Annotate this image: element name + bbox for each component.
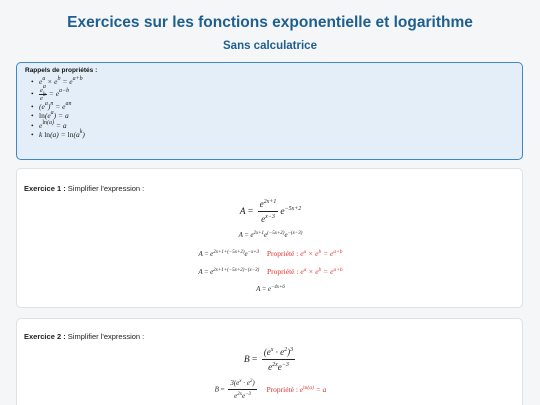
rappel-produit: • $e^a \times e^b = e^{a+b}$ xyxy=(31,77,514,87)
exercice-1-label: Exercice 1 : xyxy=(24,184,66,193)
exercice-2-card xyxy=(16,318,523,405)
exercice-2-label: Exercice 2 : xyxy=(24,332,66,341)
exercice-1-enonce: A = $\frac{e^{2x+1}}{e^{x-3}}$ $e^{-5x+2}$ xyxy=(239,199,302,224)
rappel-k-ln: • k $\ln(a) = \ln(a^k)$ xyxy=(31,130,514,140)
exercice-2-propriete-1: Propriété : $e^{ln(a)} = a$ xyxy=(266,384,327,394)
rappel-ln-exp: • $\ln(e^a) = a$ xyxy=(31,111,514,121)
page-subtitle: Sans calculatrice xyxy=(223,40,317,52)
exercice-1-heading xyxy=(24,184,144,193)
exercice-1-propriete-1: Propriété : $e^a \times e^b = e^{a+b}$ xyxy=(266,249,343,258)
exercice-2-enonce: B = $\frac{(e^x \cdot e^2)^3}{e^{2x}e^{-3}}$ xyxy=(243,347,294,372)
rappels-title: Rappels de propriétés : xyxy=(25,67,98,74)
exercice-1-card xyxy=(16,168,523,308)
page-title: Exercices sur les fonctions exponentielle et logarithme xyxy=(67,14,473,31)
exercice-1-etape-3: $A = e^{2x+1+(-5x+2)-(x-3)}$ Propriété : $e^a \times e^b = e^{a+b}$ xyxy=(198,267,343,276)
exercice-2-etape-1: B = $\frac{3(e^x \cdot e^2)}{e^{2x}e^{-3}}$ Propriété : $e^{ln(a)} = a$ xyxy=(214,379,327,400)
exercice-1-etape-2: $A = e^{2x+1+(-5x+2)}e^{-x+3}$ Propriété : $e^a \times e^b = e^{a+b}$ xyxy=(198,249,343,258)
rappel-quotient: • $\frac{e^a}{e^b}$ = $e^{a-b}$ xyxy=(31,87,514,102)
rappel-puissance: • $(e^a)^n = e^{an}$ xyxy=(31,102,514,112)
rappels-box xyxy=(16,62,523,160)
exercice-2-instruction: Simplifier l'expression : xyxy=(67,332,145,341)
exercice-1-resultat: $A = e^{-4x+6}$ xyxy=(256,285,285,293)
exercice-2-heading xyxy=(24,332,144,341)
rappel-exp-ln: • $e^{ln(a)} = a$ xyxy=(31,121,514,131)
rappels-list xyxy=(25,77,514,140)
exercice-1-etape-1: $A = e^{2x+1}e^{(-5x+2)}e^{-(x-3)}$ xyxy=(238,231,303,239)
exercice-1-instruction: Simplifier l'expression : xyxy=(67,184,145,193)
exercice-1-propriete-2: Propriété : $e^a \times e^b = e^{a+b}$ xyxy=(266,267,343,276)
